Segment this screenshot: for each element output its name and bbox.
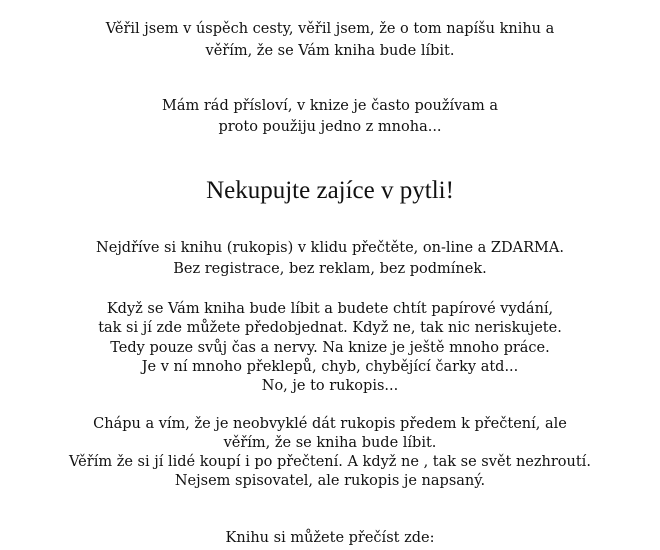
preorder-line-2: tak si jí zde můžete předobjednat. Když ne, tak nic neriskujete. bbox=[98, 320, 562, 336]
preorder-line-4: Je v ní mnoho překlepů, chyb, chybějící čarky atd... bbox=[141, 359, 519, 375]
unusual-line-4: Nejsem spisovatel, ale rukopis je napsaný. bbox=[174, 473, 486, 489]
intro-line-2: věřím, že se Vám kniha bude líbit. bbox=[205, 43, 455, 59]
proverb-intro-line-1: Mám rád přísloví, v knize je často používam a bbox=[162, 98, 498, 114]
preorder-line-3: Tedy pouze svůj čas a nervy. Na knize je ještě mnoho práce. bbox=[110, 340, 550, 356]
read-free-line-2: Bez registrace, bez reklam, bez podmínek. bbox=[173, 261, 487, 277]
unusual-line-2: věřím, že se kniha bude líbit. bbox=[223, 435, 437, 451]
proverb-intro-line-2: proto použiju jedno z mnoha... bbox=[218, 119, 442, 135]
intro-line-1: Věřil jsem v úspěch cesty, věřil jsem, že o tom napíšu knihu a bbox=[105, 21, 555, 37]
preorder-line-1: Když se Vám kniha bude líbit a budete chtít papírové vydání, bbox=[106, 301, 554, 317]
unusual-line-1: Chápu a vím, že je neobvyklé dát rukopis předem k přečtení, ale bbox=[93, 416, 567, 432]
read-here-label: Knihu si můžete přečíst zde: bbox=[225, 530, 435, 546]
unusual-line-3: Věřím že si jí lidé koupí i po přečtení. A když ne , tak se svět nezhroutí. bbox=[69, 454, 591, 470]
read-free-line-1: Nejdříve si knihu (rukopis) v klidu přečtěte, on-line a ZDARMA. bbox=[96, 240, 564, 256]
preorder-line-5: No, je to rukopis... bbox=[261, 378, 399, 394]
page-heading: Nekupujte zajíce v pytli! bbox=[206, 177, 454, 204]
